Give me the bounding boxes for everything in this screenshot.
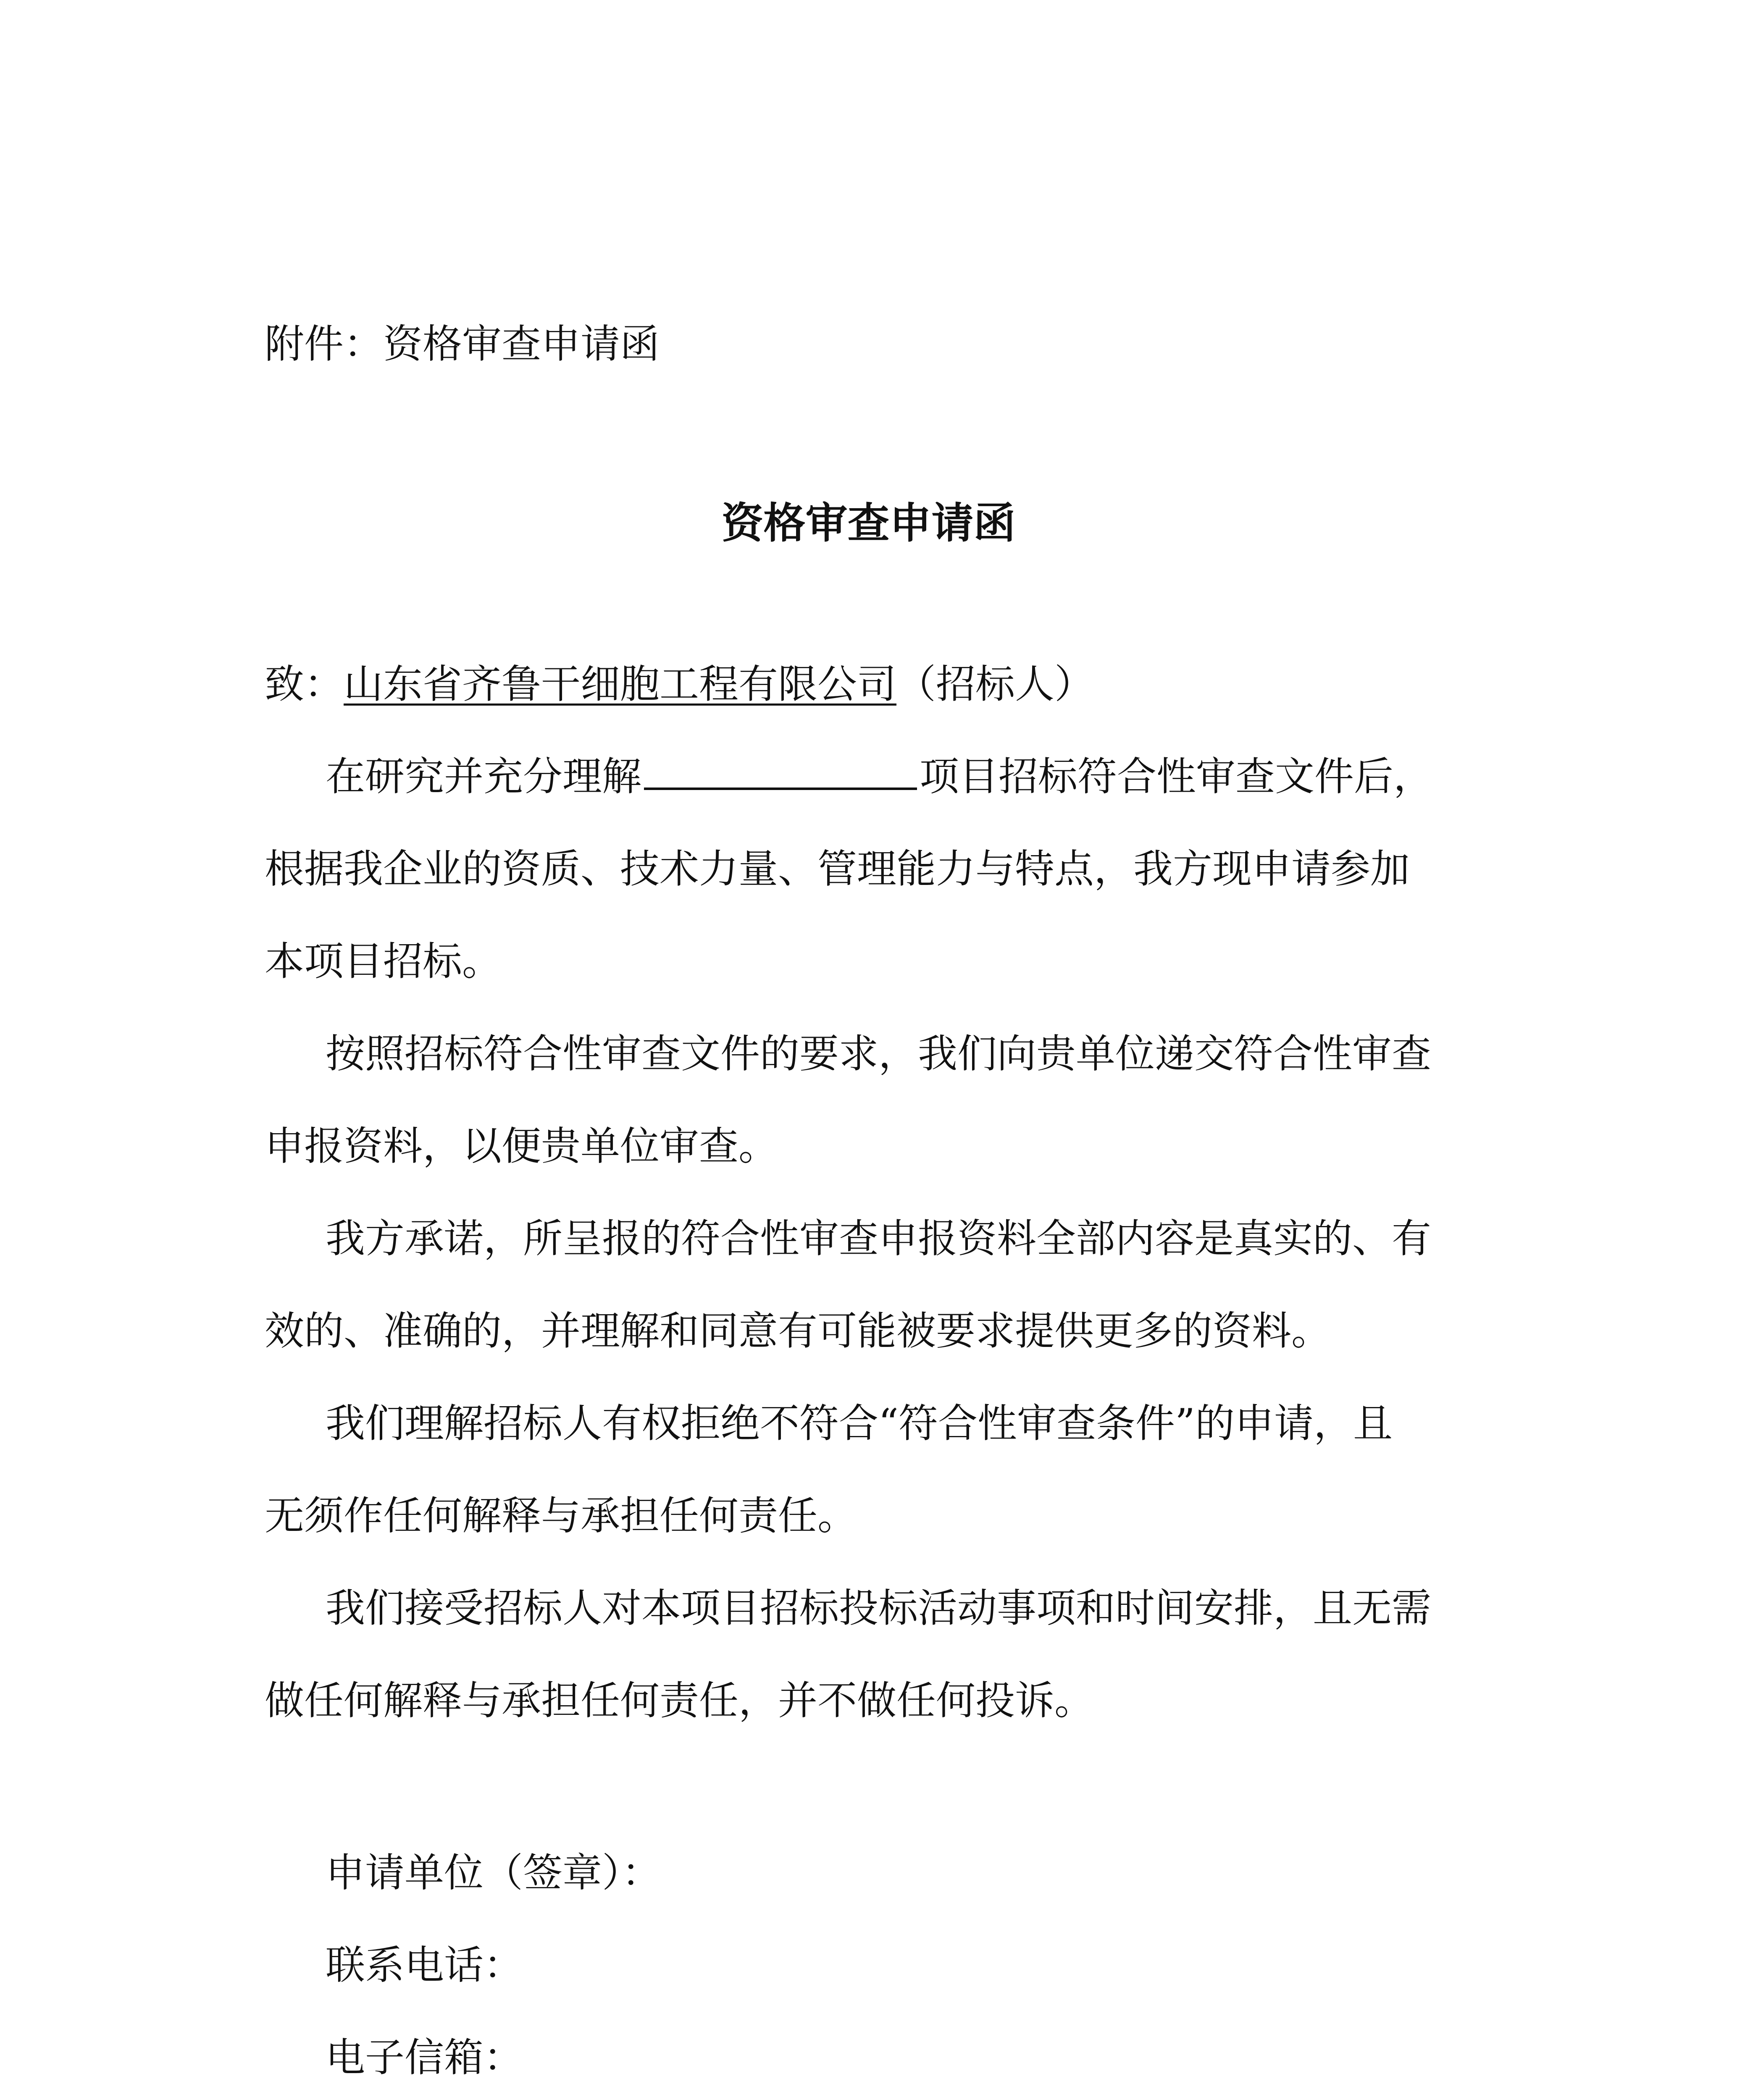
paragraph2-line2: 申报资料，以便贵单位审查。: [265, 1124, 778, 1169]
paragraph1-line1: [326, 752, 1433, 802]
signature-phone: 联系电话：: [326, 1942, 523, 1988]
paragraph4-line1: 我们理解招标人有权拒绝不符合“符合性审查条件”的申请，且: [326, 1401, 1393, 1446]
paragraph3-line2: 效的、准确的，并理解和同意有可能被要求提供更多的资料。: [265, 1308, 1331, 1354]
paragraph1-before-blank: 在研究并充分理解: [326, 754, 642, 800]
paragraph1-line3: 本项目招标。: [265, 939, 502, 984]
paragraph4-line2: 无须作任何解释与承担任何责任。: [265, 1493, 857, 1539]
page-title: 资格审查申请函: [721, 498, 1016, 548]
signature-applicant: 申请单位（签章）：: [326, 1850, 662, 1896]
addressee-line: [265, 659, 1094, 710]
addressee-suffix: （招标人）: [896, 662, 1094, 707]
paragraph5-line2: 做任何解释与承担任何责任，并不做任何投诉。: [265, 1678, 1094, 1724]
attachment-heading: 附件：资格审查申请函: [265, 321, 660, 367]
addressee-prefix: 致：: [265, 662, 344, 707]
paragraph5-line1: 我们接受招标人对本项目招标投标活动事项和时间安排，且无需: [326, 1586, 1432, 1631]
paragraph3-line1: 我方承诺，所呈报的符合性审查申报资料全部内容是真实的、有: [326, 1216, 1432, 1262]
paragraph1-line2: 根据我企业的资质、技术力量、管理能力与特点，我方现申请参加: [265, 846, 1410, 892]
paragraph2-line1: 按照招标符合性审查文件的要求，我们向贵单位递交符合性审查: [326, 1031, 1432, 1077]
paragraph1-after-blank: 项目招标符合性审查文件后，: [920, 754, 1433, 800]
addressee-company: 山东省齐鲁干细胞工程有限公司: [344, 662, 897, 707]
signature-email: 电子信箱：: [326, 2035, 523, 2081]
project-name-blank: [644, 754, 917, 790]
